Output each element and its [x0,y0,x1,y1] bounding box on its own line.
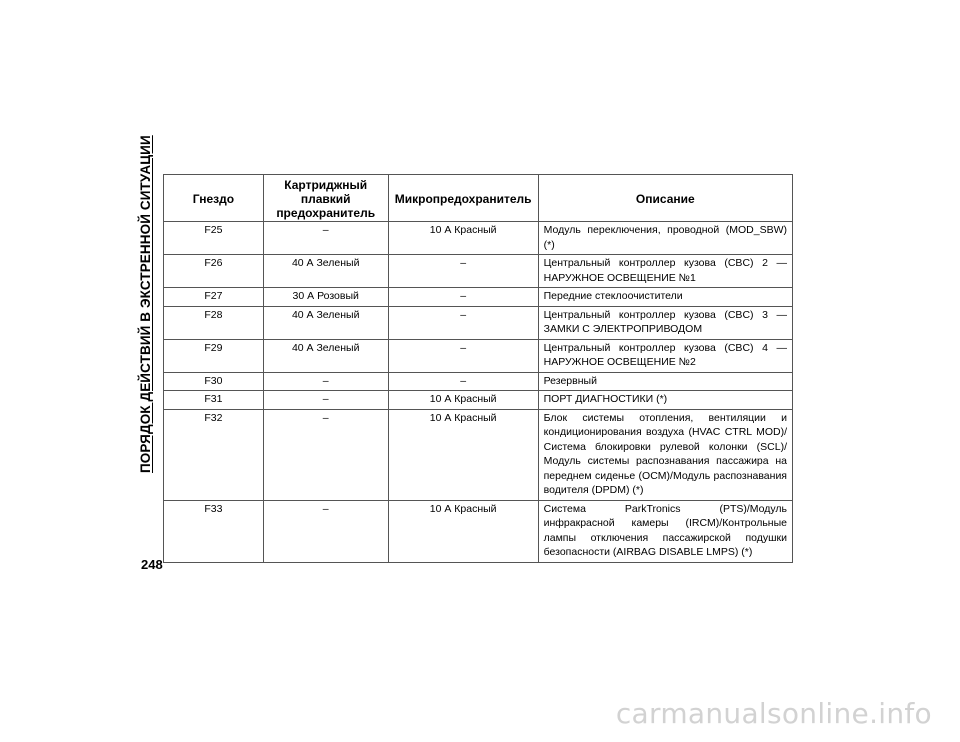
cell-slot: F28 [164,306,264,339]
cell-description: Модуль переключения, проводной (MOD_SBW) (*) [538,222,792,255]
table-row [164,222,793,255]
table-row [164,288,793,307]
cell-description: ПОРТ ДИАГНОСТИКИ (*) [538,391,792,410]
cell-cartridge: 40 А Зеленый [263,306,388,339]
table-row [164,255,793,288]
table-row [164,391,793,410]
table-row [164,409,793,500]
cell-description: Блок системы отопления, вентиляции и кондиционирования воздуха (HVAC CTRL MOD)/ Система блокировки рулевой колонки (SCL)/ Модуль системы распознавания пассажира на переднем сиденье (OCM)/Модуль распознавания водителя (DPDM) (*) [538,409,792,500]
cell-micro: 10 А Красный [388,409,538,500]
cell-cartridge: – [263,372,388,391]
cell-micro: 10 А Красный [388,222,538,255]
header-micro-fuse: Микропредохранитель [388,175,538,222]
cell-cartridge: – [263,500,388,562]
header-slot: Гнездо [164,175,264,222]
cell-micro: 10 А Красный [388,500,538,562]
cell-cartridge: 40 А Зеленый [263,339,388,372]
cell-description: Резервный [538,372,792,391]
cell-description: Система ParkTronics (PTS)/Модуль инфракрасной камеры (IRCM)/Контрольные лампы отключения пассажирской подушки безопасности (AIRBAG DISABLE LMPS) (*) [538,500,792,562]
cell-slot: F25 [164,222,264,255]
table-header-row [164,175,793,222]
fuse-table [163,174,793,563]
cell-description: Центральный контроллер кузова (CBC) 3 — ЗАМКИ С ЭЛЕКТРОПРИВОДОМ [538,306,792,339]
cell-slot: F26 [164,255,264,288]
table-row [164,339,793,372]
cell-micro: – [388,339,538,372]
cell-description: Центральный контроллер кузова (CBC) 4 — НАРУЖНОЕ ОСВЕЩЕНИЕ №2 [538,339,792,372]
cell-cartridge: 30 А Розовый [263,288,388,307]
cell-slot: F29 [164,339,264,372]
page-number: 248 [141,557,163,572]
cell-cartridge: – [263,409,388,500]
cell-slot: F33 [164,500,264,562]
cell-micro: – [388,288,538,307]
cell-cartridge: – [263,222,388,255]
cell-slot: F27 [164,288,264,307]
cell-description: Передние стеклоочистители [538,288,792,307]
table-row [164,306,793,339]
cell-slot: F31 [164,391,264,410]
cell-micro: 10 А Красный [388,391,538,410]
cell-description: Центральный контроллер кузова (CBC) 2 — НАРУЖНОЕ ОСВЕЩЕНИЕ №1 [538,255,792,288]
cell-cartridge: 40 А Зеленый [263,255,388,288]
header-description: Описание [538,175,792,222]
cell-micro: – [388,255,538,288]
cell-cartridge: – [263,391,388,410]
watermark: carmanualsonline.info [615,697,932,730]
cell-micro: – [388,306,538,339]
cell-slot: F32 [164,409,264,500]
cell-slot: F30 [164,372,264,391]
table-row [164,500,793,562]
table-row [164,372,793,391]
cell-micro: – [388,372,538,391]
section-side-heading: ПОРЯДОК ДЕЙСТВИЙ В ЭКСТРЕННОЙ СИТУАЦИИ [138,135,153,473]
header-cartridge-fuse: Картриджный плавкий предохранитель [263,175,388,222]
